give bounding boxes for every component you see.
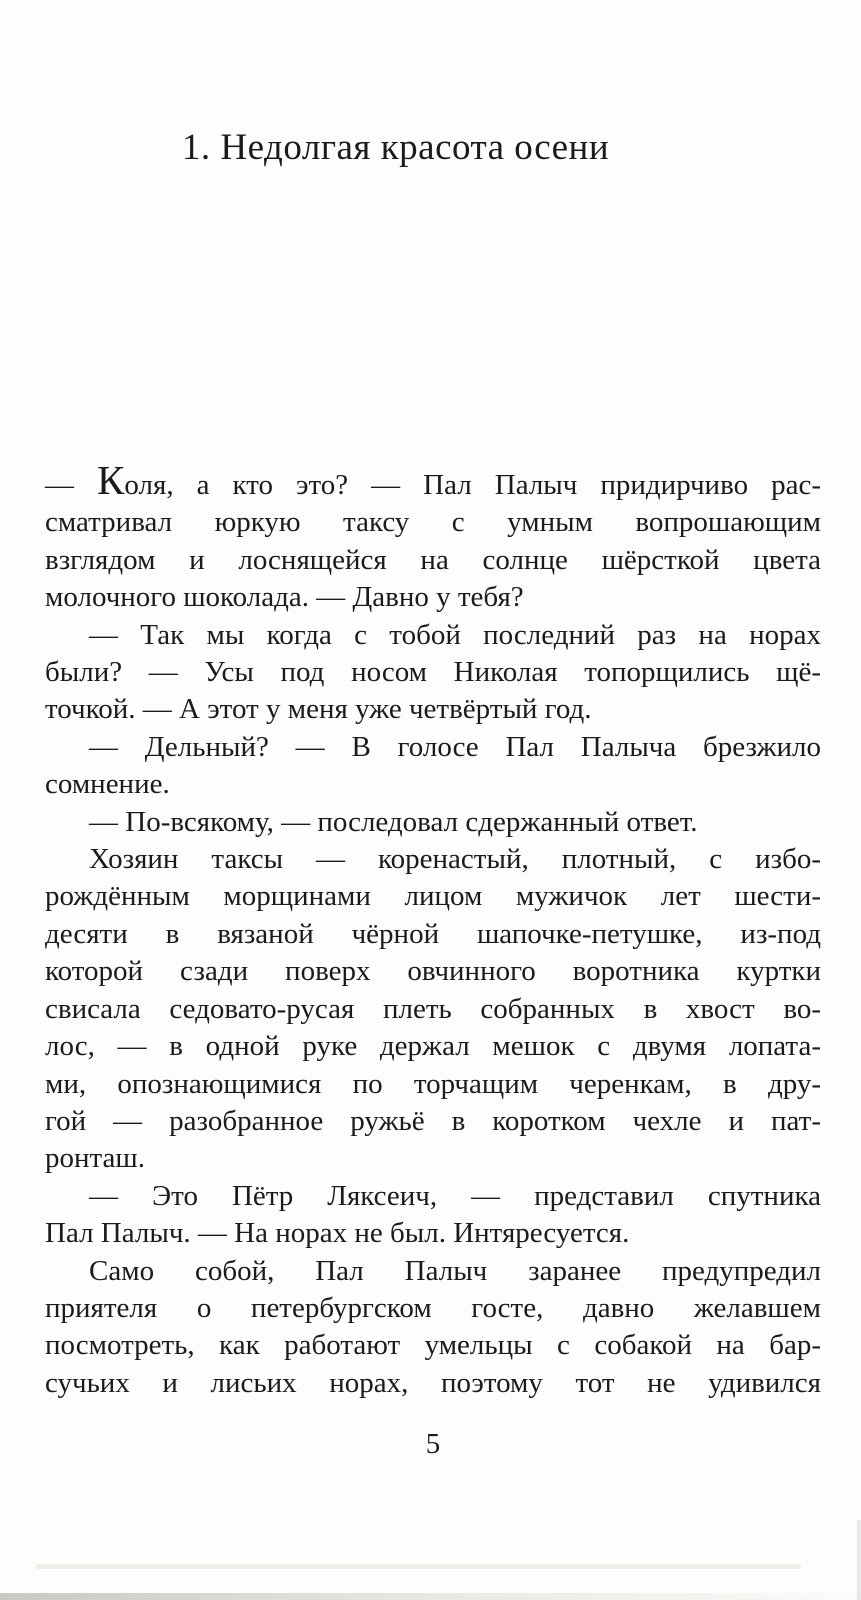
body-text [45, 457, 821, 1402]
text-line: — Это Пётр Ляксеич, — представил спутника [89, 1179, 821, 1212]
text-line: взглядом и лоснящейся на солнце шёрсткой цвета [45, 543, 821, 576]
lead-capital: К [97, 457, 125, 503]
text-line: рождённым морщинами лицом мужичок лет шести- [45, 880, 821, 913]
text-line: свисала седовато-русая плеть собранных в хвост во- [45, 992, 821, 1025]
text-line: были? — Усы под носом Николая топорщились щё- [45, 656, 821, 689]
text-line [45, 457, 821, 504]
text-line: посмотреть, как работают умельцы с собакой на бар- [45, 1329, 821, 1362]
text-line: лос, — в одной руке держал мешок с двумя лопата- [45, 1030, 821, 1063]
text-line: — По-всякому, — последовал сдержанный ответ. [89, 805, 698, 838]
scan-artifact-bottom-edge [0, 1593, 861, 1600]
text-line: молочного шоколада. — Давно у тебя? [45, 581, 524, 614]
scan-artifact-bottom-streak [36, 1564, 801, 1569]
lead-rest: оля, а кто это? — Пал Палыч придирчиво рас- [124, 469, 821, 501]
text-line: десяти в вязаной чёрной шапочке-петушке, из-под [45, 917, 821, 950]
text-line: гой — разобранное ружьё в коротком чехле и пат- [45, 1104, 821, 1137]
text-line: сучьих и лисьих норах, поэтому тот не удивился [45, 1366, 821, 1399]
text-line: Хозяин таксы — коренастый, плотный, с избо- [89, 843, 821, 876]
text-line: Само собой, Пал Палыч заранее предупредил [89, 1254, 821, 1287]
text-line: — Дельный? — В голосе Пал Палыча брезжило [89, 730, 821, 763]
text-line: приятеля о петербургском госте, давно желавшем [45, 1291, 821, 1324]
text-line: сомнение. [45, 768, 170, 801]
chapter-title: 1. Недолгая красота осени [181, 127, 610, 168]
text-line: Пал Палыч. — На норах не был. Интяресуется. [45, 1217, 630, 1250]
text-line: точкой. — А этот у меня уже четвёртый год. [45, 693, 592, 726]
text-line: — Так мы когда с тобой последний раз на норах [89, 618, 821, 651]
page-number: 5 [425, 1428, 441, 1460]
text-line: которой сзади поверх овчинного воротника куртки [45, 955, 821, 988]
text-line: ми, опознающимися по торчащим черенкам, в дру- [45, 1067, 821, 1100]
text-line: ронташ. [45, 1142, 145, 1175]
text-line: сматривал юркую таксу с умным вопрошающим [45, 506, 821, 539]
lead-dash: — [45, 469, 98, 501]
scan-artifact-right-edge [857, 1520, 861, 1600]
